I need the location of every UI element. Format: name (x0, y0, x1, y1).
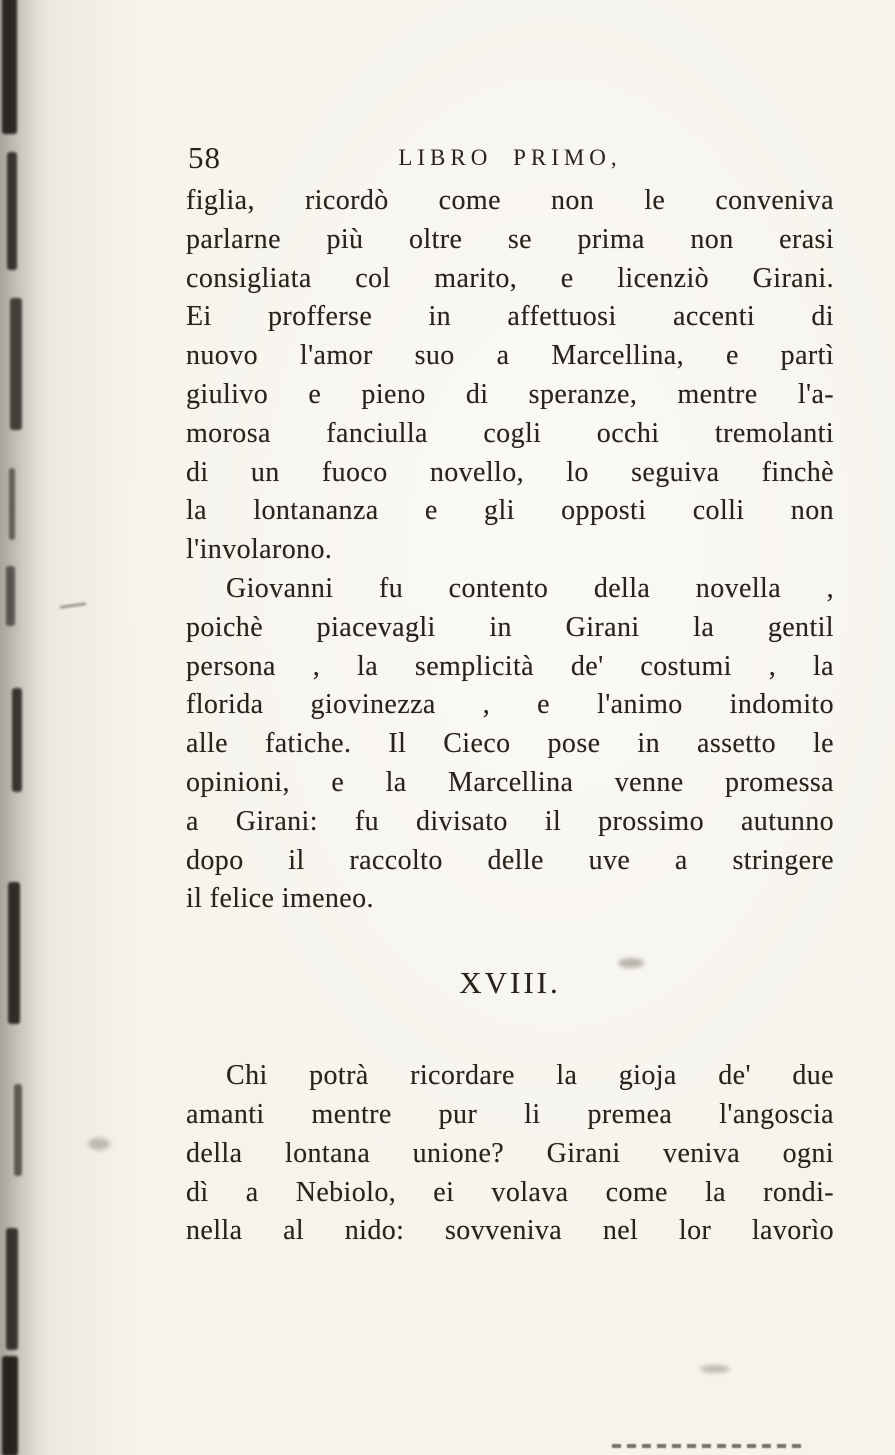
scan-binding-mark (2, 0, 17, 134)
text-line: persona , la semplicità de' costumi , la (186, 650, 834, 682)
scan-binding-mark (8, 882, 20, 1024)
text-line: alle fatiche. Il Cieco pose in assetto le (186, 728, 834, 760)
text-line: dopo il raccolto delle uve a stringere (186, 844, 834, 876)
text-line: figlia, ricordò come non le conveniva (186, 185, 834, 216)
scan-artifact (60, 602, 86, 609)
scan-binding-mark (9, 468, 15, 540)
scan-artifact (88, 1138, 110, 1150)
text-line: dì a Nebiolo, ei volava come la rondi- (186, 1176, 834, 1208)
page-header (186, 138, 834, 180)
text-line: giulivo e pieno di speranze, mentre l'a- (186, 378, 834, 410)
paragraph-3 (186, 1057, 834, 1251)
text-line: poichè piacevagli in Girani la gentil (186, 611, 834, 643)
page-number: 58 (188, 140, 221, 175)
text-line: parlarne più oltre se prima non erasi (186, 223, 834, 255)
scan-binding-mark (14, 1084, 22, 1176)
running-header: LIBRO PRIMO, (398, 145, 622, 170)
scan-binding-mark (6, 1228, 18, 1350)
text-line: la lontananza e gli opposti colli non (186, 495, 834, 527)
scan-binding-mark (12, 688, 22, 792)
text-line: il felice imeneo. (186, 883, 374, 915)
text-line: l'involarono. (186, 534, 333, 566)
binding-edge (0, 0, 48, 1455)
text-line: Giovanni fu contento della novella , (226, 572, 834, 604)
scan-binding-mark (7, 152, 17, 270)
text-line: Chi potrà ricordare la gioja de' due (226, 1060, 834, 1092)
paragraph-2 (186, 570, 834, 919)
text-line: Ei profferse in affettuosi accenti di (186, 301, 834, 333)
text-line: nuovo l'amor suo a Marcellina, e partì (186, 340, 834, 372)
scan-binding-mark (10, 298, 22, 430)
scan-binding-mark (6, 566, 15, 626)
text-line: di un fuoco novello, lo seguiva finchè (186, 456, 834, 488)
text-line: morosa fanciulla cogli occhi tremolanti (186, 417, 834, 449)
text-line: nella al nido: sovveniva nel lor lavorìo (186, 1215, 834, 1247)
scan-artifact (612, 1444, 802, 1448)
text-block (186, 138, 834, 1251)
text-line: a Girani: fu divisato il prossimo autunno (186, 805, 834, 837)
text-line: consigliata col marito, e licenziò Girani. (186, 262, 834, 294)
text-line: amanti mentre pur li premea l'angoscia (186, 1098, 834, 1130)
section-heading: XVIII. (459, 965, 561, 1001)
scan-binding-mark (2, 1356, 18, 1455)
text-line: florida giovinezza , e l'animo indomito (186, 689, 834, 721)
text-line: della lontana unione? Girani veniva ogni (186, 1137, 834, 1169)
paragraph-1 (186, 182, 834, 570)
text-line: opinioni, e la Marcellina venne promessa (186, 766, 834, 798)
scan-artifact (700, 1365, 730, 1373)
